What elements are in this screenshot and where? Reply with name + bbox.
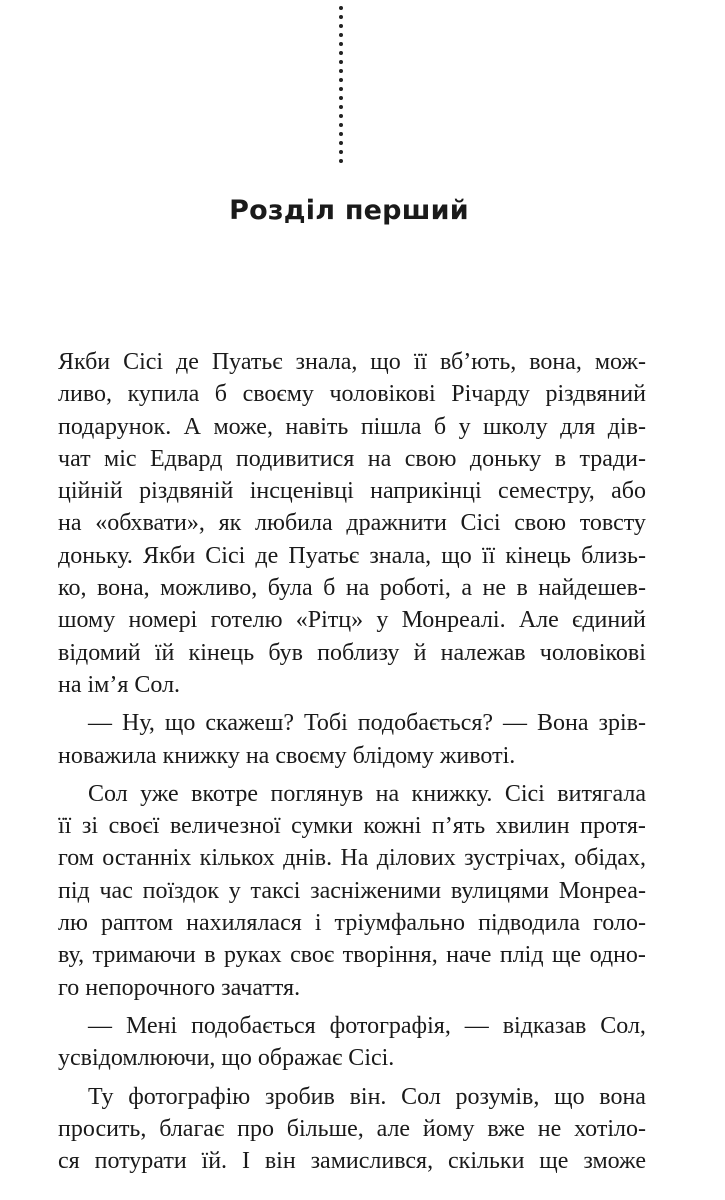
text-line: лю раптом нахилялася і тріумфально підводила голо- xyxy=(58,910,646,937)
text-line: гом останніх кількох днів. На ділових зустрічах, обідах, xyxy=(58,845,646,872)
text-line: — Ну, що скажеш? Тобі подобається? — Вона зрів- xyxy=(88,710,646,737)
text-line: — Мені подобається фотографія, — відказав Сол, xyxy=(88,1012,646,1039)
text-line: на ім’я Сол. xyxy=(58,671,181,698)
text-line: Ту фотографію зробив він. Сол розумів, що вона xyxy=(88,1083,646,1110)
paragraph xyxy=(58,1081,646,1178)
paragraph xyxy=(58,778,646,1004)
text-line: шому номері готелю «Рітц» у Монреалі. Але єдиний xyxy=(58,607,646,634)
text-line: чат міс Едвард подивитися на свою доньку в тради- xyxy=(58,445,646,472)
text-line: подарунок. А може, навіть пішла б у школу для дів- xyxy=(58,413,646,440)
text-line: ся потурати їй. І він замислився, скільки ще зможе xyxy=(58,1148,646,1175)
decorative-dotted-line xyxy=(338,6,344,182)
text-line: на «обхвати», як любила дражнити Сісі свою товсту xyxy=(58,510,646,537)
text-line: її зі своєї величезної сумки кожні п’ять хвилин протя- xyxy=(58,813,646,840)
text-line: просить, благає про більше, але йому вже не хотіло- xyxy=(58,1115,646,1142)
text-line: відомий їй кінець був поблизу й належав чоловікові xyxy=(58,639,646,666)
text-line: усвідомлюючи, що ображає Сісі. xyxy=(58,1045,395,1072)
text-line: новажила книжку на своєму блідому животі. xyxy=(58,742,516,769)
text-line: ко, вона, можливо, була б на роботі, а не в найдешев- xyxy=(58,575,646,602)
text-line: ву, тримаючи в руках своє творіння, наче плід ще одно- xyxy=(58,942,646,969)
paragraph xyxy=(58,1010,646,1075)
text-line: ливо, купила б своєму чоловікові Річарду різдвяний xyxy=(58,381,646,408)
paragraph xyxy=(58,346,646,701)
text-line: ційній різдвяній інсценівці наприкінці семестру, або xyxy=(58,478,646,505)
text-line: Сол уже вкотре поглянув на книжку. Сісі витягала xyxy=(88,780,646,807)
chapter-title: Розділ перший xyxy=(229,195,469,226)
text-line: під час поїздок у таксі засніженими вулицями Монреа- xyxy=(58,877,646,904)
text-line: Якби Сісі де Пуатьє знала, що її вб’ють, вона, мож- xyxy=(58,349,646,375)
paragraph xyxy=(58,707,646,772)
text-line: доньку. Якби Сісі де Пуатьє знала, що її кінець близь- xyxy=(58,542,646,569)
text-line: го непорочного зачаття. xyxy=(58,974,301,1001)
chapter-body-text xyxy=(58,346,646,1183)
